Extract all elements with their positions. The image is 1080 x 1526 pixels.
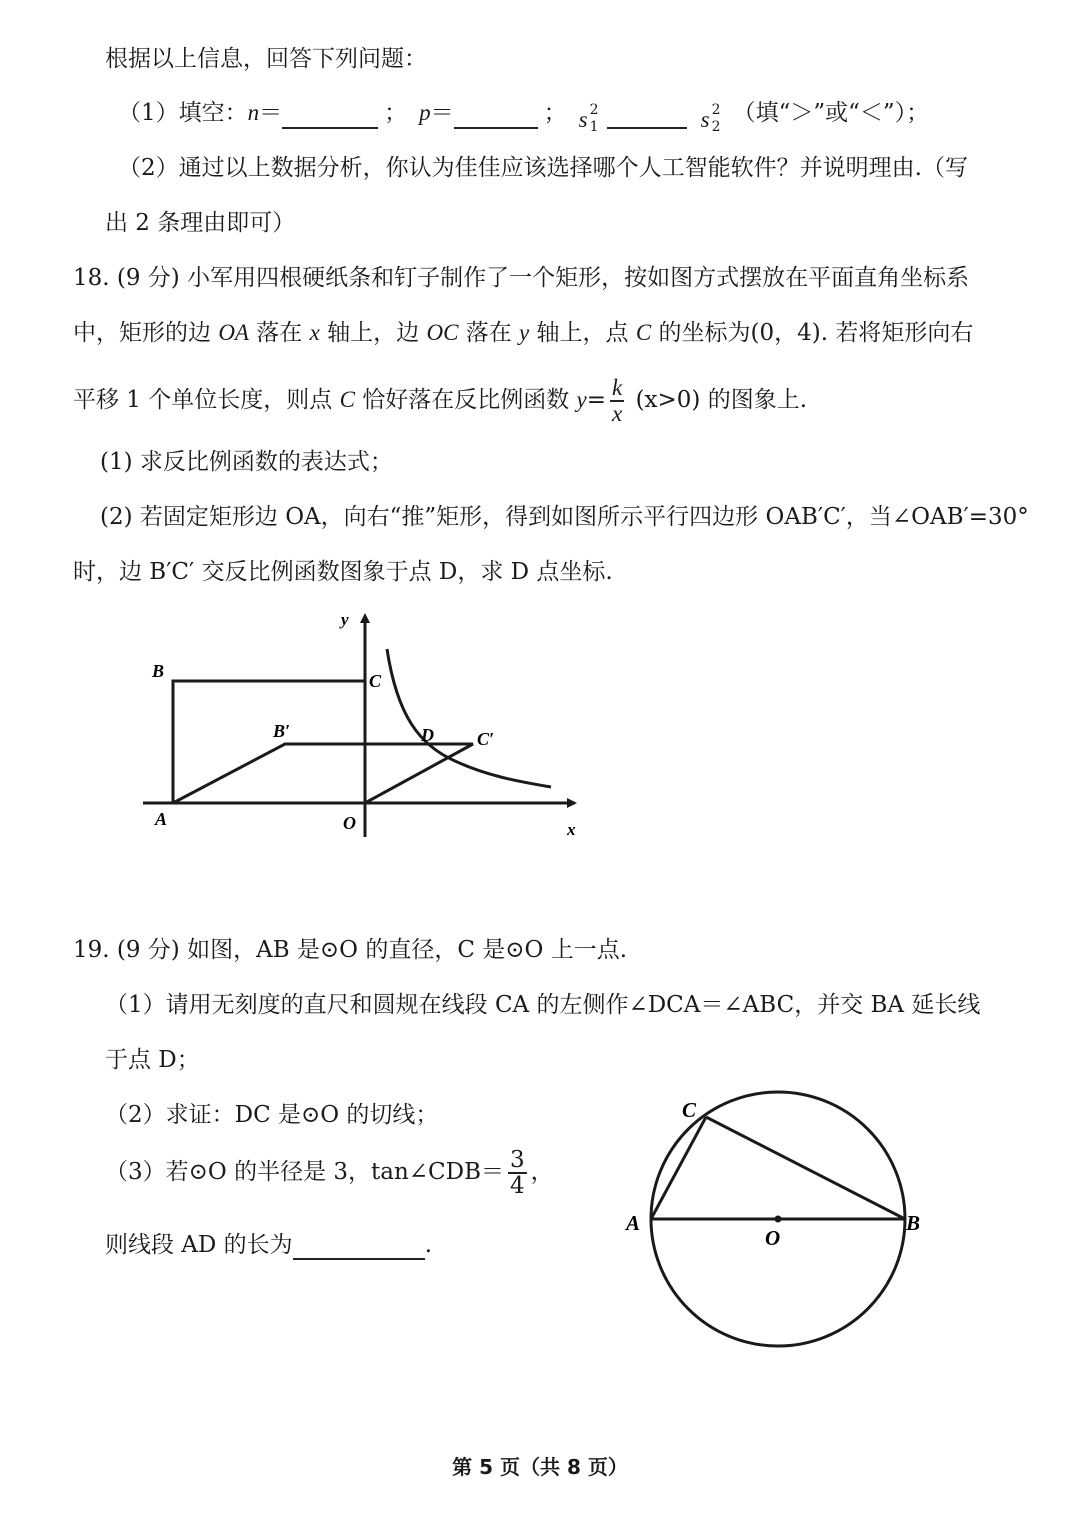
blank-p[interactable]	[454, 105, 538, 129]
q18-part1: (1) 求反比例函数的表达式；	[100, 449, 393, 475]
chord-ac	[651, 1117, 706, 1219]
fraction-3-over-4: $\frac{3}{4}$	[510, 1147, 525, 1199]
equals: ＝	[259, 100, 283, 126]
center-point	[775, 1216, 782, 1223]
s2-squared: s 2 2	[700, 102, 721, 135]
q18-line2: 中，矩形的边 OA 落在 x 轴上，边 OC 落在 y 轴上，点 C 的坐标为(0，4). 若将矩形向右	[73, 320, 974, 346]
q19-part1-line2: 于点 D；	[105, 1047, 200, 1073]
inverse-function-curve	[387, 649, 551, 787]
q19-part3-line2: 则线段 AD 的长为 .	[105, 1232, 432, 1258]
blank-compare[interactable]	[607, 105, 687, 129]
label-C: C	[369, 671, 382, 691]
q18-line3: 平移 1 个单位长度，则点 C 恰好落在反比例函数 y= $\frac{k}{x}$ (x>0) 的图象上.	[73, 375, 808, 426]
q17-p1-label: （1）填空：	[118, 100, 248, 126]
label-A: A	[626, 1211, 641, 1235]
q19-part3: （3）若⊙O 的半径是 3，tan∠CDB＝ $\frac{3}{4}$ ，	[105, 1147, 554, 1199]
label-B-prime: B′	[273, 721, 291, 741]
separator: ；	[384, 100, 408, 126]
x-axis-arrow	[567, 798, 577, 808]
q18-part2-line1: (2) 若固定矩形边 OA，向右“推”矩形，得到如图所示平行四边形 OAB′C′，当∠OAB′=30°	[100, 504, 1029, 530]
equals: ＝	[430, 100, 454, 126]
label-O: O	[343, 813, 356, 833]
q17-part1	[118, 98, 930, 135]
label-D: D	[421, 725, 434, 745]
q19-circle-figure	[620, 1085, 940, 1355]
intro-text: 根据以上信息，回答下列问题：	[105, 46, 427, 72]
q19-part2: （2）求证：DC 是⊙O 的切线；	[105, 1102, 439, 1128]
fraction-k-over-x: $\frac{k}{x}$	[612, 375, 623, 426]
q19-part1-line1: （1）请用无刻度的直尺和圆规在线段 CA 的左侧作∠DCA＝∠ABC，并交 BA 延长线	[105, 992, 981, 1018]
chord-cb	[706, 1117, 905, 1219]
label-B: B	[152, 661, 165, 681]
parallelogram-oab-c	[173, 744, 473, 803]
page-number: 第 5 页（共 8 页）	[452, 1455, 628, 1479]
s1-squared: s 2 1	[578, 102, 599, 135]
y-axis-arrow	[360, 613, 370, 623]
blank-ad[interactable]	[293, 1236, 425, 1260]
label-B: B	[906, 1211, 921, 1235]
var-p: p	[419, 100, 431, 125]
q18-line1: 18. (9 分) 小军用四根硬纸条和钉子制作了一个矩形，按如图方式摆放在平面直角坐标系	[73, 265, 970, 291]
label-y: y	[341, 610, 349, 629]
label-A: A	[155, 809, 168, 829]
label-x: x	[567, 820, 576, 839]
var-n: n	[247, 100, 260, 125]
q18-coordinate-figure	[135, 605, 595, 855]
q17-part2-line2: 出 2 条理由即可）	[105, 210, 296, 236]
label-C: C	[682, 1098, 697, 1122]
rectangle-oabc	[173, 681, 365, 803]
q19-line1: 19. (9 分) 如图，AB 是⊙O 的直径，C 是⊙O 上一点.	[73, 937, 628, 963]
label-C-prime: C′	[477, 729, 495, 749]
separator: ；	[543, 100, 567, 126]
q18-part2-line2: 时，边 B′C′ 交反比例函数图象于点 D，求 D 点坐标.	[73, 559, 613, 585]
fill-note: （填“＞”或“＜”）；	[732, 100, 930, 126]
q17-part2-line1: （2）通过以上数据分析，你认为佳佳应该选择哪个人工智能软件？并说明理由.（写	[118, 155, 968, 181]
label-O: O	[765, 1226, 781, 1250]
blank-n[interactable]	[282, 105, 378, 129]
